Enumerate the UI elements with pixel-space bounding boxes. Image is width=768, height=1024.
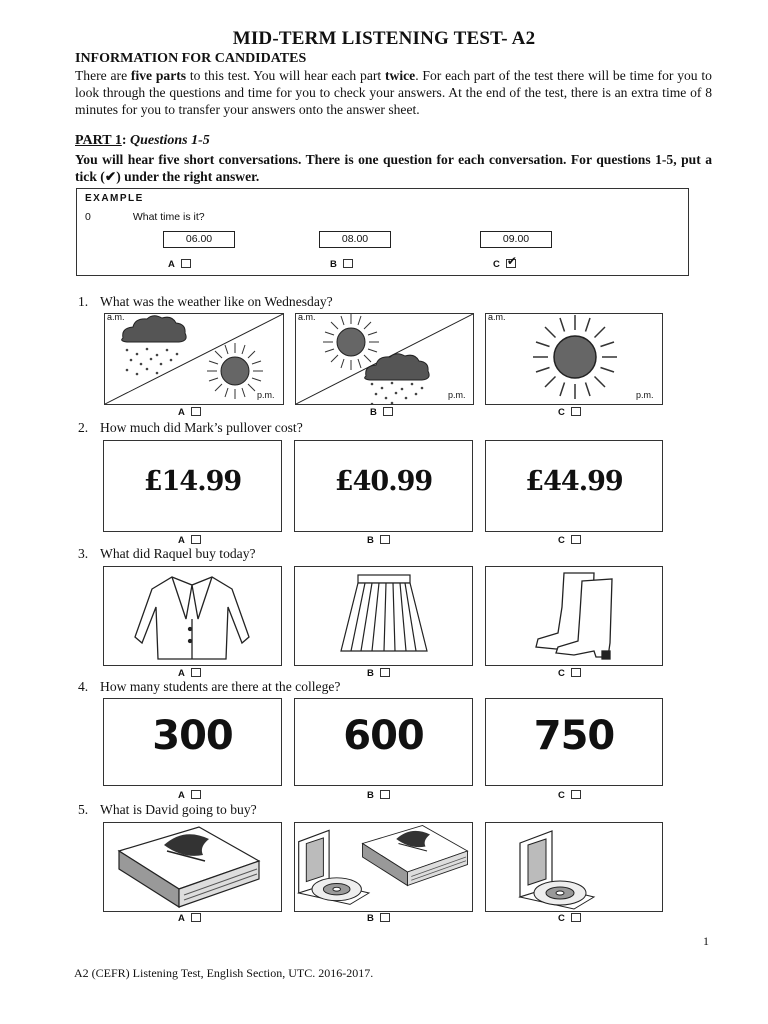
- q1-checkbox-a[interactable]: [191, 407, 201, 416]
- book-and-cd-icon: [295, 823, 472, 911]
- q4-checkbox-c[interactable]: [571, 790, 581, 799]
- boots-icon: [486, 567, 662, 665]
- q1-a-am: a.m.: [107, 313, 125, 322]
- part-heading: PART 1: Questions 1-5: [75, 133, 210, 148]
- q4-option-a: A: [178, 790, 201, 801]
- q1-option-b: B: [370, 407, 393, 418]
- example-checkbox-c[interactable]: [506, 254, 517, 268]
- example-option-b-time: 08.00: [319, 231, 391, 248]
- q4-checkbox-b[interactable]: [380, 790, 390, 799]
- price-c: £44.99: [525, 466, 623, 497]
- example-option-a: A: [168, 259, 191, 270]
- q1-checkbox-b[interactable]: [383, 407, 393, 416]
- q1-checkbox-c[interactable]: [571, 407, 581, 416]
- q2-panel-a: [103, 440, 282, 532]
- q1-panel-a: [104, 313, 284, 405]
- q5-checkbox-b[interactable]: [380, 913, 390, 922]
- q2-panel-c: [485, 440, 663, 532]
- page-title: MID-TERM LISTENING TEST- A2: [232, 28, 536, 49]
- q1-b-am: a.m.: [298, 313, 316, 322]
- q3-panel-c: [485, 566, 663, 666]
- q2-option-c: C: [558, 535, 581, 546]
- example-option-c: C ✔: [493, 254, 517, 270]
- example-label: EXAMPLE: [85, 193, 144, 204]
- q3-option-b: B: [367, 668, 390, 679]
- price-a: £14.99: [143, 466, 242, 497]
- question-3: 3. What did Raquel buy today?: [78, 546, 256, 561]
- part-instruction: You will hear five short conversations. There is one question for each conversation. For questions 1-5, put a tick (✔) under the right answer.: [75, 152, 712, 184]
- q3-option-a: A: [178, 668, 201, 679]
- q4-option-c: C: [558, 790, 581, 801]
- q3-option-c: C: [558, 668, 581, 679]
- q5-panel-b: [294, 822, 473, 912]
- q4-checkbox-a[interactable]: [191, 790, 201, 799]
- q4-panel-c: [485, 698, 663, 786]
- q2-checkbox-a[interactable]: [191, 535, 201, 544]
- q5-option-a: A: [178, 913, 201, 924]
- q3-checkbox-b[interactable]: [380, 668, 390, 677]
- q4-panel-b: [294, 698, 473, 786]
- q5-checkbox-a[interactable]: [191, 913, 201, 922]
- skirt-icon: [295, 567, 472, 665]
- example-checkbox-a[interactable]: [181, 259, 191, 268]
- example-option-c-time: 09.00: [480, 231, 552, 248]
- number-a: 300: [152, 713, 233, 759]
- q4-option-b: B: [367, 790, 390, 801]
- example-option-b: B: [330, 259, 353, 270]
- q3-panel-a: [103, 566, 282, 666]
- q3-panel-b: [294, 566, 473, 666]
- q2-option-a: A: [178, 535, 201, 546]
- example-question: 0 What time is it?: [85, 211, 205, 223]
- q2-option-b: B: [367, 535, 390, 546]
- q5-option-b: B: [367, 913, 390, 924]
- q3-checkbox-c[interactable]: [571, 668, 581, 677]
- q5-option-c: C: [558, 913, 581, 924]
- q5-checkbox-c[interactable]: [571, 913, 581, 922]
- info-text: There are five parts to this test. You will hear each part twice. For each part of the test there will be time for you to look through the questions and time for you to check your answers. At the end of the test, there is an extra time of 8 minutes for you to transfer your answers onto the answer sheet.: [75, 68, 712, 117]
- tick-mark-icon: ✔: [506, 254, 517, 268]
- q2-panel-b: [294, 440, 473, 532]
- q1-option-c: C: [558, 407, 581, 418]
- question-2: 2. How much did Mark’s pullover cost?: [78, 420, 303, 435]
- q2-checkbox-b[interactable]: [380, 535, 390, 544]
- cd-icon: [486, 823, 662, 911]
- page-number: 1: [703, 934, 709, 948]
- question-1: 1. What was the weather like on Wednesday?: [78, 294, 333, 309]
- price-b: £40.99: [334, 466, 433, 497]
- number-b: 600: [343, 713, 424, 759]
- number-c: 750: [533, 713, 615, 759]
- q1-option-a: A: [178, 407, 201, 418]
- info-heading: INFORMATION FOR CANDIDATES: [75, 51, 307, 66]
- example-option-a-time: 06.00: [163, 231, 235, 248]
- example-checkbox-b[interactable]: [343, 259, 353, 268]
- q1-c-pm: p.m.: [636, 390, 654, 400]
- q2-checkbox-c[interactable]: [571, 535, 581, 544]
- q1-b-pm: p.m.: [448, 390, 466, 400]
- example-box: [76, 188, 689, 276]
- q5-panel-a: [103, 822, 282, 912]
- q1-c-am: a.m.: [488, 313, 506, 322]
- question-5: 5. What is David going to buy?: [78, 802, 257, 817]
- footer-text: A2 (CEFR) Listening Test, English Section, UTC. 2016-2017.: [74, 966, 374, 980]
- q5-panel-c: [485, 822, 663, 912]
- jacket-icon: [104, 567, 281, 665]
- q1-a-pm: p.m.: [257, 390, 275, 400]
- book-icon: [104, 823, 281, 911]
- question-4: 4. How many students are there at the college?: [78, 679, 341, 694]
- q1-panel-c: [485, 313, 663, 405]
- q4-panel-a: [103, 698, 282, 786]
- q1-panel-b: [295, 313, 474, 405]
- q3-checkbox-a[interactable]: [191, 668, 201, 677]
